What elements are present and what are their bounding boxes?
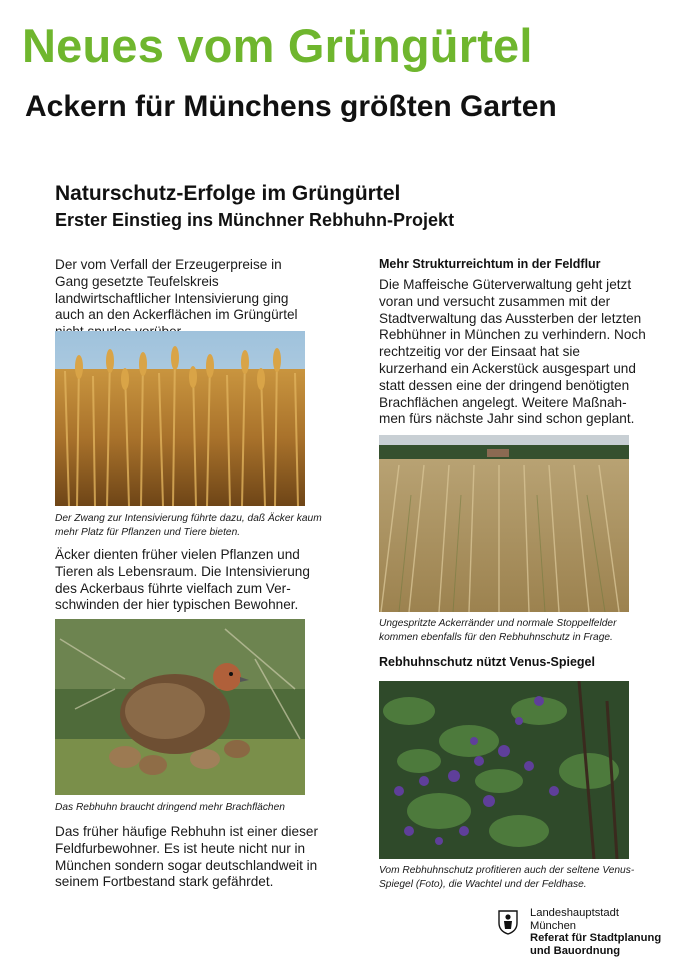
- venus-looking-glass-photo: [379, 681, 629, 859]
- footer-line-3: Referat für Stadtplanung: [530, 932, 662, 945]
- stubble-photo-caption: Ungespritzte Ackerränder und normale Stoppelfelder kommen ebenfalls für den Rebhuhnschutz in Frage.: [379, 618, 617, 643]
- footer-line-4: und Bauordnung: [530, 944, 621, 957]
- wheat-photo-caption: Der Zwang zur Intensivierung führte dazu, daß Äcker kaum mehr Platz für Pflanzen und Tiere bieten.: [55, 513, 322, 538]
- article-subtitle: Erster Einstieg ins Münchner Rebhuhn-Projekt: [55, 210, 455, 230]
- wheat-field-photo: [55, 331, 305, 506]
- munich-crest-icon: [497, 909, 519, 935]
- footer-line-2: München: [530, 919, 577, 932]
- partridge-photo-caption: Das Rebhuhn braucht dringend mehr Brachflächen: [55, 802, 285, 813]
- right-paragraph-1: Die Maffeische Güterverwaltung geht jetzt voran und versucht zusammen mit der Stadtverwaltung das Aussterben der letzten Rebhühner in München zu verhindern. Noch rechtzeitig vor der Einsaat hat sie kurzerhand ein Ackerstück ausgespart und statt dessen eine der dringend benötigten Brachflächen angelegt. Weitere Maßnahmen fürs nächste Jahr sind schon geplant.: [379, 277, 646, 427]
- poster-subtitle: Ackern für Münchens größten Garten: [25, 90, 557, 123]
- venus-photo-caption: Vom Rebhuhnschutz profitieren auch der seltene Venus-Spiegel (Foto), die Wachtel und der Feldhase.: [379, 865, 635, 890]
- publisher-footer: [497, 907, 687, 967]
- footer-line-1: Landeshauptstadt: [530, 907, 619, 919]
- left-paragraph-2: Äcker dienten früher vielen Pflanzen und Tieren als Lebensraum. Die Intensivierung des Ackerbaus führte vielfach zum Verschwinden der hier typischen Bewohner.: [55, 547, 310, 613]
- left-paragraph-1: Der vom Verfall der Erzeugerpreise in Gang gesetzte Teufelskreis landwirtschaftlicher Intensivierung ging auch an den Ackerflächen im Grüngürtel: [55, 257, 298, 323]
- right-heading-1: Mehr Strukturreichtum in der Feldflur: [379, 257, 601, 271]
- left-paragraph-3: Das früher häufige Rebhuhn ist einer dieser Feldfurbewohner. Es ist heute nicht nur in München sondern sogar deutschlandweit in seinem Fortbestand stark gefährdet.: [55, 824, 318, 890]
- right-heading-2: Rebhuhnschutz nützt Venus-Spiegel: [379, 655, 595, 669]
- partridge-photo: [55, 619, 305, 795]
- stubble-field-photo: [379, 435, 629, 612]
- poster-title: Neues vom Grüngürtel: [22, 19, 533, 72]
- article-title: Naturschutz-Erfolge im Grüngürtel: [55, 182, 401, 205]
